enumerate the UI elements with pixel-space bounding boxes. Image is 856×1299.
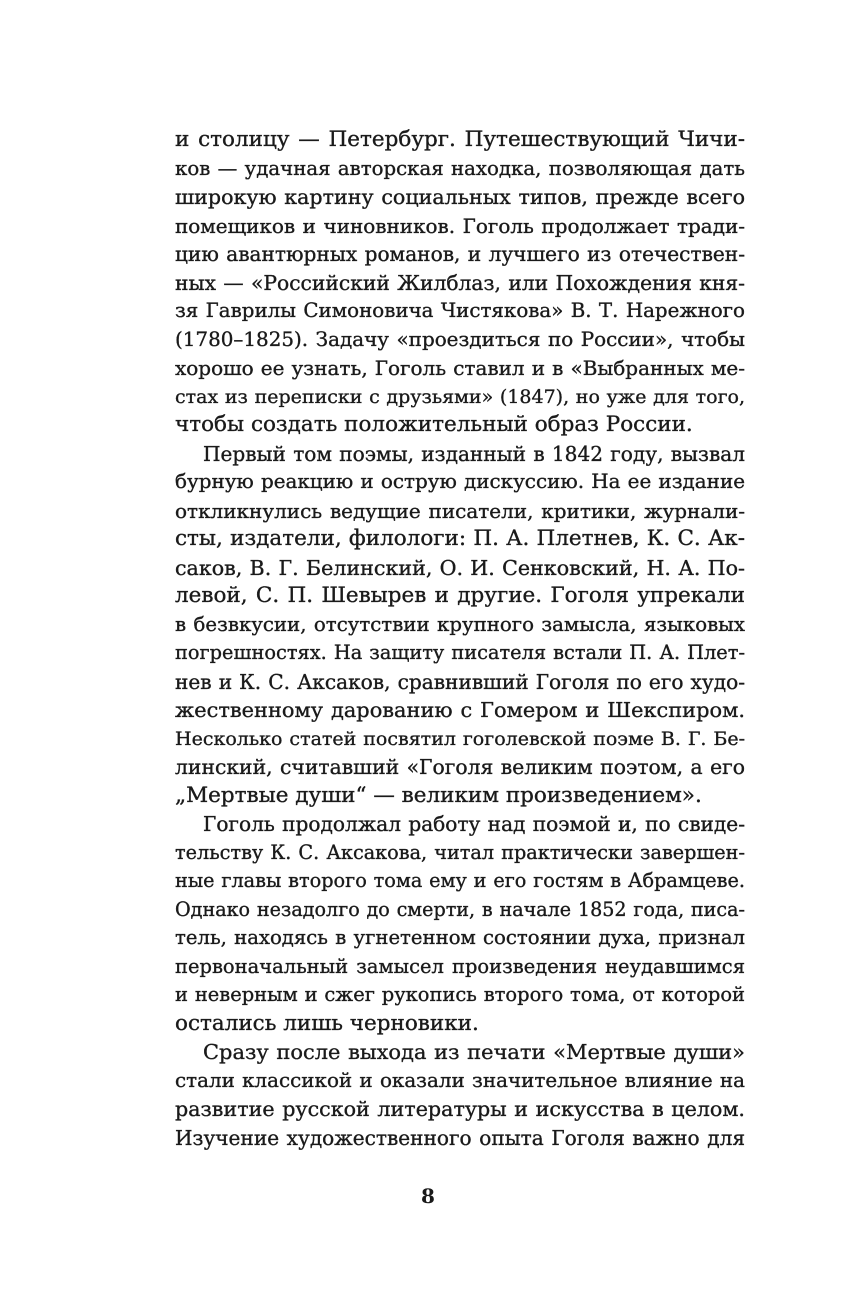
text-line: развитие русской литературы и искусства в целом.: [175, 1097, 745, 1121]
text-line: и неверным и сжег рукопись второго тома, от которой: [175, 983, 745, 1006]
text-line: тель, находясь в угнетенном состоянии духа, признал: [175, 926, 745, 949]
text-line: хорошо ее узнать, Гоголь ставил и в «Выбранных ме-: [175, 356, 745, 380]
text-line: жественному дарованию с Гомером и Шекспиром.: [175, 698, 745, 722]
text-line: помещиков и чиновников. Гоголь продолжает тради-: [175, 213, 745, 238]
text-line: Изучение художественного опыта Гоголя важно для: [175, 1125, 745, 1150]
text-line: Несколько статей посвятил гоголевской поэме В. Г. Бе-: [175, 727, 745, 750]
text-line: широкую картину социальных типов, прежде всего: [175, 185, 745, 209]
text-line: в безвкусии, отсутствии крупного замысла, языковых: [175, 612, 745, 636]
paragraph-2: [175, 440, 745, 811]
text-line: „Мертвые души“ — великим произведением».: [175, 782, 702, 808]
text-line: линский, считавший «Гоголя великим поэтом, а его: [175, 755, 745, 779]
text-line: тельству К. С. Аксакова, читал практически завершен-: [175, 840, 745, 864]
text-line: ных — «Российский Жилблаз, или Похождения кня-: [175, 270, 745, 295]
paragraph-3: [175, 810, 745, 1038]
text-line: ные главы второго тома ему и его гостям в Абрамцеве.: [175, 869, 745, 892]
text-line: левой, С. П. Шевырев и другие. Гоголя упрекали: [175, 583, 745, 608]
text-line: погрешностях. На защиту писателя встали П. А. Плет-: [175, 641, 745, 664]
text-line: ков — удачная авторская находка, позволяющая дать: [175, 156, 745, 180]
text-line: Сразу после выхода из печати «Мертвые души»: [203, 1040, 745, 1064]
body-text: [175, 126, 745, 1152]
text-line: саков, В. Г. Белинский, О. И. Сенковский, Н. А. По-: [175, 555, 745, 580]
text-line: откликнулись ведущие писатели, критики, журнали-: [175, 498, 745, 523]
text-line: остались лишь черновики.: [175, 1010, 479, 1036]
text-line: зя Гаврилы Симоновича Чистякова» В. Т. Нарежного: [175, 299, 745, 322]
text-line: стали классикой и оказали значительное влияние на: [175, 1068, 745, 1092]
text-line: Однако незадолго до смерти, в начале 1852 года, писа-: [175, 897, 745, 921]
paragraph-4: [175, 1038, 745, 1152]
paragraph-1: [175, 126, 745, 440]
text-line: Гоголь продолжал работу над поэмой и, по свиде-: [203, 812, 745, 836]
text-line: бурную реакцию и острую дискуссию. На ее издание: [175, 470, 745, 493]
text-line: Первый том поэмы, изданный в 1842 году, вызвал: [203, 441, 745, 466]
text-line: первоначальный замысел произведения неудавшимся: [175, 954, 745, 978]
text-line: нев и К. С. Аксаков, сравнивший Гоголя по его худо-: [175, 669, 745, 694]
text-line: сты, издатели, филологи: П. А. Плетнев, К. С. Ак-: [175, 526, 745, 551]
text-line: и столицу — Петербург. Путешествующий Чичи-: [175, 127, 745, 152]
text-line: (1780–1825). Задачу «проездиться по России», чтобы: [175, 327, 745, 351]
text-line: чтобы создать положительный образ России.: [175, 412, 693, 437]
text-line: цию авантюрных романов, и лучшего из отечествен-: [175, 242, 745, 266]
text-line: стах из переписки с друзьями» (1847), но уже для того,: [175, 385, 745, 408]
page-number: 8: [421, 1184, 435, 1208]
